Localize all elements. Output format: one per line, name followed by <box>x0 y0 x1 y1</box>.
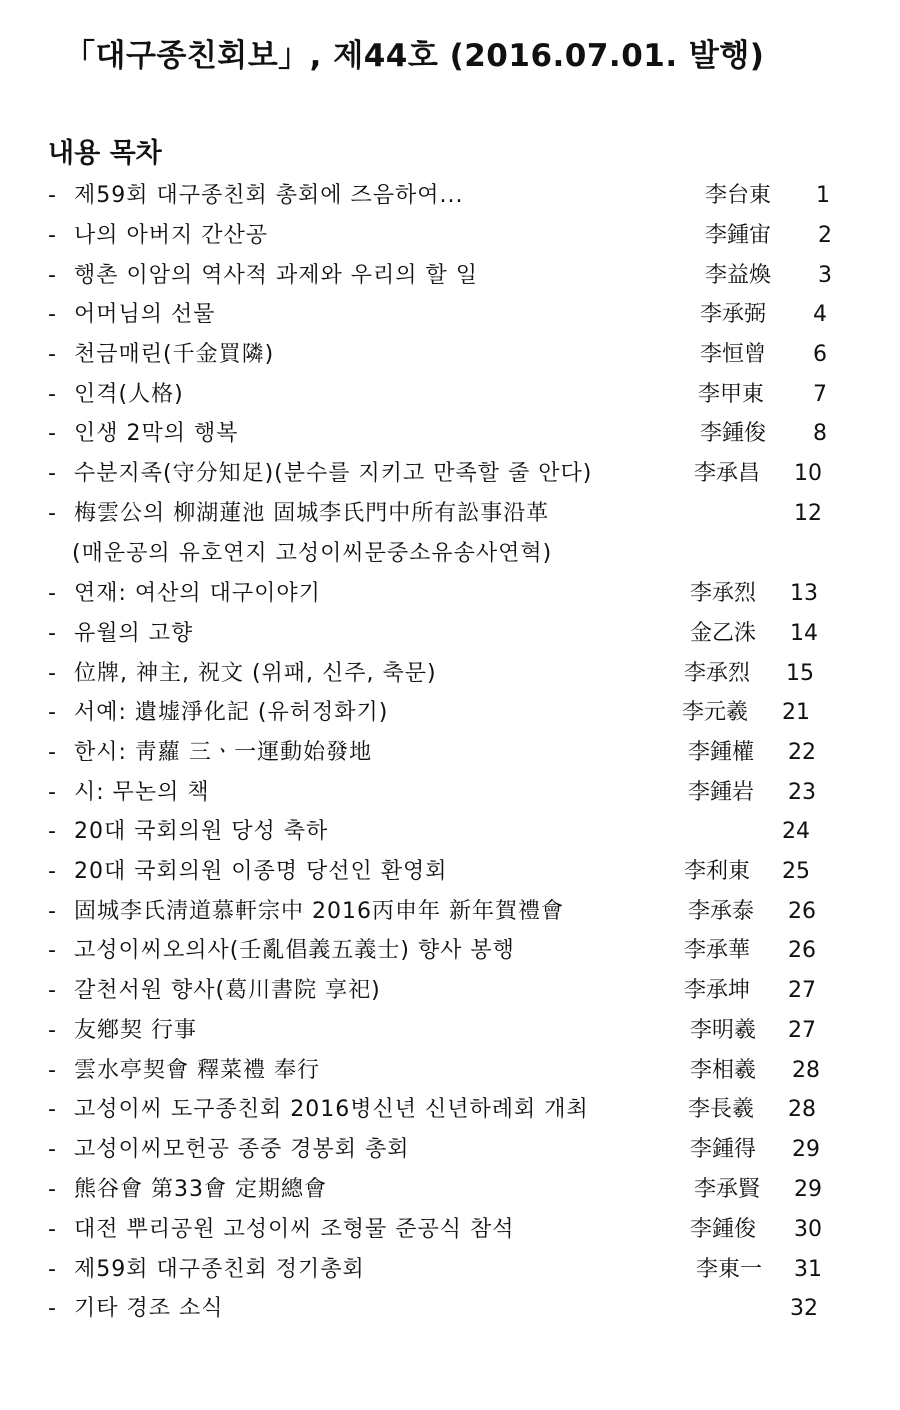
toc-entry <box>0 1250 900 1290</box>
toc-entry-page: 28 <box>788 1097 816 1122</box>
toc-entry-title: 대전 뿌리공원 고성이씨 조형물 준공식 참석 <box>74 1217 515 1242</box>
toc-entry-page: 6 <box>813 342 827 367</box>
toc-entry-title: 熊谷會 第33會 定期總會 <box>74 1177 327 1202</box>
toc-entry-bullet: - <box>48 740 56 765</box>
toc-entry <box>0 256 900 296</box>
toc-entry-bullet: - <box>48 501 56 526</box>
toc-entry <box>0 574 900 614</box>
toc-entry-author: 李鍾俊 <box>690 1217 757 1242</box>
toc-entry-page: 14 <box>790 621 818 646</box>
toc-entry-author: 李益煥 <box>705 263 772 288</box>
toc-entry-title: 고성이씨모헌공 종중 경봉회 총회 <box>74 1137 410 1162</box>
toc-entry-bullet: - <box>48 661 56 686</box>
toc-entry-author: 金乙洙 <box>690 621 757 646</box>
toc-entry-bullet: - <box>48 899 56 924</box>
toc-entry-page: 2 <box>818 223 832 248</box>
toc-entry-title: 고성이씨오의사(壬亂倡義五義士) 향사 봉행 <box>74 938 515 963</box>
toc-entry-bullet: - <box>48 342 56 367</box>
toc-entry-title: 제59회 대구종친회 정기총회 <box>74 1257 365 1282</box>
toc-entry-author: 李恒曾 <box>700 342 767 367</box>
toc-entry-page: 24 <box>782 819 810 844</box>
section-heading: 내용 목차 <box>48 138 162 169</box>
toc-entry-page: 10 <box>794 461 822 486</box>
toc-entry-author: 李承弼 <box>700 302 767 327</box>
toc-entry-bullet: - <box>48 1137 56 1162</box>
toc-entry-page: 21 <box>782 700 810 725</box>
toc-entry-title: 행촌 이암의 역사적 과제와 우리의 할 일 <box>74 263 478 288</box>
toc-entry-title: 연재: 여산의 대구이야기 <box>74 581 321 606</box>
toc-entry-page: 12 <box>794 501 822 526</box>
toc-entry <box>0 414 900 454</box>
toc-entry-author: 李利東 <box>684 859 751 884</box>
toc-entry-title: 位牌, 神主, 祝文 (위패, 신주, 축문) <box>74 661 437 686</box>
toc-entry-bullet: - <box>48 461 56 486</box>
toc-entry <box>0 454 900 494</box>
toc-entry-author: 李承華 <box>684 938 751 963</box>
toc-entry <box>0 812 900 852</box>
toc-entry <box>0 1090 900 1130</box>
toc-entry <box>0 971 900 1011</box>
toc-entry-page: 29 <box>794 1177 822 1202</box>
toc-entry <box>0 931 900 971</box>
toc-entry <box>0 693 900 733</box>
toc-entry-title: 友鄕契 行事 <box>74 1018 197 1043</box>
toc-entry-title: 고성이씨 도구종친회 2016병신년 신년하례회 개최 <box>74 1097 589 1122</box>
toc-entry <box>0 335 900 375</box>
toc-entry <box>0 1130 900 1170</box>
toc-entry-bullet: - <box>48 421 56 446</box>
toc-entry-author: 李承昌 <box>694 461 761 486</box>
toc-entry-author: 李承烈 <box>684 661 751 686</box>
toc-entry-bullet: - <box>48 1018 56 1043</box>
toc-entry-author: 李鍾得 <box>690 1137 757 1162</box>
toc-entry <box>0 176 900 216</box>
toc-entry-author: 李鍾權 <box>688 740 755 765</box>
toc-entry <box>0 892 900 932</box>
toc-entry <box>0 852 900 892</box>
toc-entry-bullet: - <box>48 1257 56 1282</box>
toc-entry-author: 李甲東 <box>698 382 765 407</box>
toc-entry-page: 13 <box>790 581 818 606</box>
toc-entry-bullet: - <box>48 819 56 844</box>
toc-entry-title: 雲水亭契會 釋菜禮 奉行 <box>74 1058 320 1083</box>
toc-entry-title: 20대 국회의원 이종명 당선인 환영회 <box>74 859 448 884</box>
toc-entry-bullet: - <box>48 1177 56 1202</box>
toc-entry-bullet: - <box>48 223 56 248</box>
toc-entry-bullet: - <box>48 859 56 884</box>
toc-entry <box>0 1051 900 1091</box>
toc-entry <box>0 494 900 566</box>
toc-entry-bullet: - <box>48 621 56 646</box>
toc-entry-page: 26 <box>788 899 816 924</box>
toc-entry-title: 갈천서원 향사(葛川書院 享祀) <box>74 978 381 1003</box>
toc-entry-author: 李長羲 <box>688 1097 755 1122</box>
toc-entry-author: 李明羲 <box>690 1018 757 1043</box>
toc-entry-author: 李台東 <box>705 183 772 208</box>
toc-entry-page: 29 <box>792 1137 820 1162</box>
toc-entry-bullet: - <box>48 183 56 208</box>
toc-entry-title: 수분지족(守分知足)(분수를 지키고 만족할 줄 안다) <box>74 461 593 486</box>
toc-entry-author: 李鍾岩 <box>688 780 755 805</box>
toc-entry-page: 25 <box>782 859 810 884</box>
toc-entry <box>0 1011 900 1051</box>
toc-entry <box>0 216 900 256</box>
toc-entry-page: 8 <box>813 421 827 446</box>
toc-entry-author: 李承坤 <box>684 978 751 1003</box>
toc-entry-page: 3 <box>818 263 832 288</box>
toc-entry-author: 李東一 <box>696 1257 763 1282</box>
toc-entry-author: 李鍾俊 <box>700 421 767 446</box>
toc-entry-page: 7 <box>813 382 827 407</box>
toc-entry-bullet: - <box>48 1217 56 1242</box>
toc-entry-page: 22 <box>788 740 816 765</box>
toc-entry-title: 제59회 대구종친회 총회에 즈음하여... <box>74 183 464 208</box>
toc-entry-title: 시: 무논의 책 <box>74 780 210 805</box>
toc-entry-page: 15 <box>786 661 814 686</box>
toc-entry-bullet: - <box>48 780 56 805</box>
toc-entry-bullet: - <box>48 700 56 725</box>
toc-entry <box>0 733 900 773</box>
toc-entry-subtitle: (매운공의 유호연지 고성이씨문중소유송사연혁) <box>72 541 553 566</box>
toc-entry <box>0 614 900 654</box>
page-title: 「대구종친회보」, 제44호 (2016.07.01. 발행) <box>64 38 765 74</box>
toc-entry-title: 천금매린(千金買隣) <box>74 342 275 367</box>
toc-entry-page: 27 <box>788 978 816 1003</box>
toc-entry-bullet: - <box>48 382 56 407</box>
toc-entry <box>0 1170 900 1210</box>
toc-entry <box>0 375 900 415</box>
toc-entry-page: 1 <box>816 183 830 208</box>
toc-entry-bullet: - <box>48 302 56 327</box>
toc-entry-page: 4 <box>813 302 827 327</box>
toc-entry-author: 李鍾宙 <box>705 223 772 248</box>
toc-entry-title: 인격(人格) <box>74 382 184 407</box>
toc-entry <box>0 1210 900 1250</box>
toc-entry-page: 27 <box>788 1018 816 1043</box>
toc-entry-title: 인생 2막의 행복 <box>74 421 239 446</box>
toc-entry-page: 31 <box>794 1257 822 1282</box>
toc-entry <box>0 654 900 694</box>
toc-entry-page: 30 <box>794 1217 822 1242</box>
toc-entry-page: 28 <box>792 1058 820 1083</box>
toc-entry-bullet: - <box>48 263 56 288</box>
toc-entry-author: 李承泰 <box>688 899 755 924</box>
toc-entry-title: 어머님의 선물 <box>74 302 216 327</box>
toc-entry <box>0 1289 900 1329</box>
toc-entry-bullet: - <box>48 938 56 963</box>
toc-entry-bullet: - <box>48 1296 56 1321</box>
toc-entry-bullet: - <box>48 1058 56 1083</box>
toc-entry <box>0 295 900 335</box>
toc-entry-title: 유월의 고향 <box>74 621 194 646</box>
toc-entry-title: 固城李氏淸道慕軒宗中 2016丙申年 新年賀禮會 <box>74 899 564 924</box>
toc-entry-title: 서예: 遺墟淨化記 (유허정화기) <box>74 700 389 725</box>
toc-entry-title: 한시: 靑蘿 三ㆍ一運動始發地 <box>74 740 373 765</box>
toc-entry-page: 23 <box>788 780 816 805</box>
toc-entry-bullet: - <box>48 1097 56 1122</box>
toc-entry <box>0 773 900 813</box>
toc-entry-bullet: - <box>48 581 56 606</box>
toc-entry-title: 梅雲公의 柳湖蓮池 固城李氏門中所有訟事沿革 <box>74 501 550 526</box>
toc-entry-page: 32 <box>790 1296 818 1321</box>
toc-entry-title: 기타 경조 소식 <box>74 1296 224 1321</box>
toc-entry-author: 李承賢 <box>694 1177 761 1202</box>
toc-entry-title: 20대 국회의원 당성 축하 <box>74 819 329 844</box>
toc-entry-author: 李元羲 <box>682 700 749 725</box>
toc-entry-title: 나의 아버지 간산공 <box>74 223 269 248</box>
toc-entry-bullet: - <box>48 978 56 1003</box>
toc-entry-page: 26 <box>788 938 816 963</box>
toc-entry-author: 李相羲 <box>690 1058 757 1083</box>
toc-entry-author: 李承烈 <box>690 581 757 606</box>
